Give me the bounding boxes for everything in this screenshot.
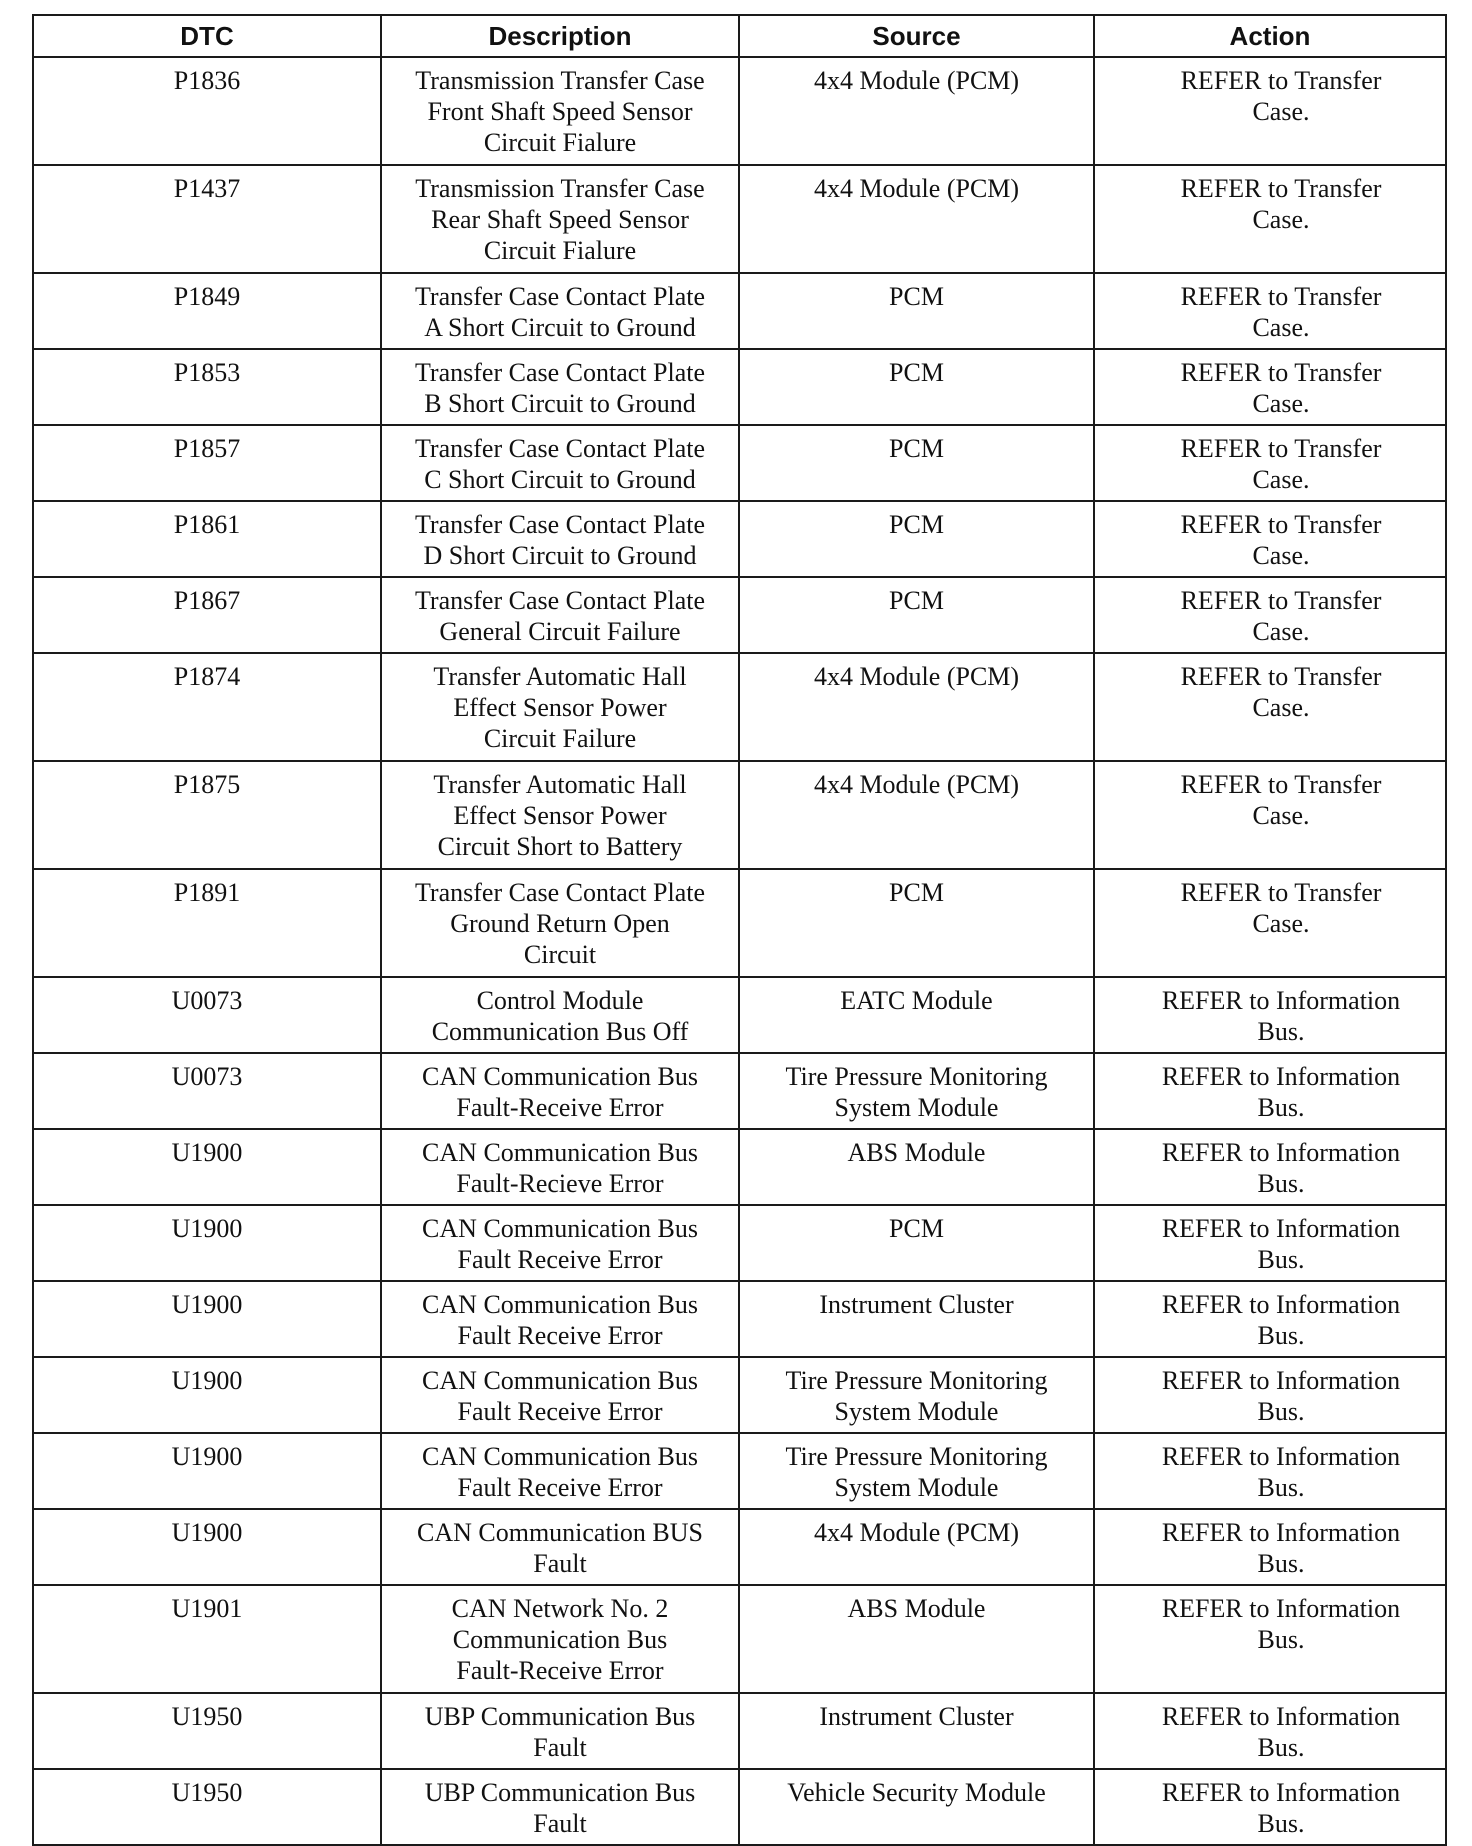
table-row: [33, 1281, 1446, 1357]
action-cell: [1094, 1693, 1446, 1769]
table-row: [33, 653, 1446, 761]
source-cell-text: 4x4 Module (PCM): [813, 662, 1020, 691]
source-cell-text: PCM: [889, 358, 944, 387]
source-cell: [739, 165, 1094, 273]
dtc-cell: [33, 1357, 381, 1433]
dtc-cell-text: P1836: [173, 66, 241, 95]
action-cell-text: REFER to Information Bus.: [1161, 1062, 1401, 1122]
source-cell-text: 4x4 Module (PCM): [813, 174, 1020, 203]
dtc-cell: [33, 501, 381, 577]
dtc-cell-text: P1861: [173, 510, 241, 539]
action-cell: [1094, 501, 1446, 577]
action-cell-text: REFER to Transfer Case.: [1180, 434, 1382, 494]
source-cell: [739, 349, 1094, 425]
table-row: [33, 869, 1446, 977]
action-cell: [1094, 977, 1446, 1053]
source-cell: [739, 1053, 1094, 1129]
dtc-cell-text: P1891: [173, 878, 241, 907]
description-cell-text: Transfer Case Contact Plate Ground Return Open Circuit: [414, 878, 706, 969]
source-cell: [739, 577, 1094, 653]
source-cell-text: ABS Module: [847, 1594, 986, 1623]
table-row: [33, 1509, 1446, 1585]
source-cell: [739, 1129, 1094, 1205]
source-cell: [739, 1357, 1094, 1433]
source-cell-text: PCM: [889, 878, 944, 907]
dtc-cell-text: P1849: [173, 282, 241, 311]
dtc-cell-text: U0073: [171, 1062, 243, 1091]
source-cell: [739, 425, 1094, 501]
action-cell: [1094, 57, 1446, 165]
source-cell-text: 4x4 Module (PCM): [813, 770, 1020, 799]
source-cell: [739, 1205, 1094, 1281]
description-cell: [381, 349, 739, 425]
header-source: Source: [739, 15, 1094, 57]
table-row: [33, 1433, 1446, 1509]
description-cell: [381, 57, 739, 165]
dtc-cell: [33, 1585, 381, 1693]
source-cell: [739, 501, 1094, 577]
description-cell-text: CAN Communication Bus Fault Receive Error: [422, 1214, 698, 1274]
source-cell-text: 4x4 Module (PCM): [813, 66, 1020, 95]
description-cell: [381, 425, 739, 501]
header-action: Action: [1094, 15, 1446, 57]
description-cell-text: Transmission Transfer Case Front Shaft Speed Sensor Circuit Fialure: [415, 66, 705, 157]
dtc-cell-text: P1437: [173, 174, 241, 203]
table-row: [33, 1585, 1446, 1693]
description-cell-text: Transfer Case Contact Plate D Short Circuit to Ground: [414, 510, 706, 570]
dtc-cell-text: P1867: [173, 586, 241, 615]
action-cell: [1094, 1433, 1446, 1509]
source-cell-text: Tire Pressure Monitoring System Module: [785, 1366, 1048, 1426]
dtc-cell-text: P1857: [173, 434, 241, 463]
description-cell: [381, 977, 739, 1053]
source-cell: [739, 761, 1094, 869]
dtc-cell: [33, 1433, 381, 1509]
source-cell-text: PCM: [889, 586, 944, 615]
table-row: [33, 1205, 1446, 1281]
header-row: [33, 15, 1446, 57]
action-cell-text: REFER to Information Bus.: [1161, 1290, 1401, 1350]
table-row: [33, 165, 1446, 273]
dtc-cell-text: U1950: [171, 1702, 243, 1731]
header-dtc: DTC: [33, 15, 381, 57]
dtc-cell-text: U1901: [171, 1594, 243, 1623]
description-cell: [381, 1129, 739, 1205]
action-cell-text: REFER to Information Bus.: [1161, 1778, 1401, 1838]
table-row: [33, 977, 1446, 1053]
action-cell: [1094, 1129, 1446, 1205]
table-body: [33, 57, 1446, 1845]
table-row: [33, 577, 1446, 653]
source-cell: [739, 1693, 1094, 1769]
action-cell: [1094, 1281, 1446, 1357]
description-cell-text: Transfer Case Contact Plate General Circuit Failure: [414, 586, 706, 646]
description-cell-text: Transfer Automatic Hall Effect Sensor Power Circuit Short to Battery: [433, 770, 687, 861]
dtc-cell: [33, 349, 381, 425]
action-cell-text: REFER to Information Bus.: [1161, 1214, 1401, 1274]
description-cell-text: CAN Communication Bus Fault-Receive Error: [422, 1062, 698, 1122]
action-cell: [1094, 165, 1446, 273]
dtc-cell: [33, 165, 381, 273]
source-cell-text: Instrument Cluster: [819, 1702, 1014, 1731]
dtc-cell-text: P1875: [173, 770, 241, 799]
dtc-cell: [33, 425, 381, 501]
source-cell-text: EATC Module: [840, 986, 993, 1015]
description-cell: [381, 1585, 739, 1693]
dtc-cell-text: P1853: [173, 358, 241, 387]
source-cell: [739, 653, 1094, 761]
dtc-cell: [33, 577, 381, 653]
action-cell-text: REFER to Transfer Case.: [1180, 66, 1382, 126]
description-cell: [381, 273, 739, 349]
source-cell-text: PCM: [889, 1214, 944, 1243]
description-cell-text: CAN Communication Bus Fault Receive Error: [422, 1366, 698, 1426]
table-row: [33, 1693, 1446, 1769]
action-cell-text: REFER to Information Bus.: [1161, 1366, 1401, 1426]
source-cell-text: 4x4 Module (PCM): [813, 1518, 1020, 1547]
source-cell: [739, 273, 1094, 349]
table-row: [33, 1129, 1446, 1205]
dtc-cell: [33, 1053, 381, 1129]
action-cell-text: REFER to Information Bus.: [1161, 1442, 1401, 1502]
action-cell: [1094, 1053, 1446, 1129]
description-cell-text: CAN Communication Bus Fault Receive Error: [422, 1290, 698, 1350]
table-row: [33, 1357, 1446, 1433]
dtc-cell: [33, 1129, 381, 1205]
description-cell-text: Control Module Communication Bus Off: [431, 986, 689, 1046]
table-header: [33, 15, 1446, 57]
dtc-cell-text: U1900: [171, 1518, 243, 1547]
action-cell: [1094, 1585, 1446, 1693]
dtc-cell-text: U1900: [171, 1442, 243, 1471]
dtc-cell: [33, 977, 381, 1053]
description-cell: [381, 653, 739, 761]
action-cell: [1094, 425, 1446, 501]
header-description: Description: [381, 15, 739, 57]
dtc-cell: [33, 57, 381, 165]
source-cell-text: Tire Pressure Monitoring System Module: [785, 1442, 1048, 1502]
action-cell: [1094, 869, 1446, 977]
description-cell-text: Transfer Case Contact Plate A Short Circuit to Ground: [414, 282, 706, 342]
dtc-cell: [33, 869, 381, 977]
action-cell: [1094, 1509, 1446, 1585]
action-cell-text: REFER to Transfer Case.: [1180, 174, 1382, 234]
table-row: [33, 273, 1446, 349]
description-cell: [381, 1205, 739, 1281]
description-cell-text: CAN Network No. 2 Communication Bus Fault-Receive Error: [451, 1594, 669, 1685]
source-cell: [739, 1281, 1094, 1357]
source-cell-text: PCM: [889, 434, 944, 463]
dtc-cell-text: U1950: [171, 1778, 243, 1807]
description-cell-text: Transfer Case Contact Plate C Short Circuit to Ground: [414, 434, 706, 494]
source-cell-text: Tire Pressure Monitoring System Module: [785, 1062, 1048, 1122]
description-cell: [381, 1281, 739, 1357]
dtc-table: [32, 14, 1447, 1846]
description-cell: [381, 1509, 739, 1585]
action-cell: [1094, 1357, 1446, 1433]
description-cell-text: CAN Communication BUS Fault: [416, 1518, 703, 1578]
action-cell: [1094, 761, 1446, 869]
dtc-cell-text: U1900: [171, 1138, 243, 1167]
table-row: [33, 425, 1446, 501]
description-cell-text: CAN Communication Bus Fault Receive Error: [422, 1442, 698, 1502]
action-cell-text: REFER to Transfer Case.: [1180, 358, 1382, 418]
action-cell-text: REFER to Transfer Case.: [1180, 282, 1382, 342]
description-cell-text: Transfer Case Contact Plate B Short Circuit to Ground: [414, 358, 706, 418]
source-cell: [739, 1585, 1094, 1693]
source-cell: [739, 977, 1094, 1053]
action-cell-text: REFER to Transfer Case.: [1180, 770, 1382, 830]
description-cell: [381, 501, 739, 577]
description-cell: [381, 165, 739, 273]
action-cell-text: REFER to Information Bus.: [1161, 986, 1401, 1046]
source-cell-text: Instrument Cluster: [819, 1290, 1014, 1319]
dtc-cell: [33, 1281, 381, 1357]
dtc-cell-text: U0073: [171, 986, 243, 1015]
source-cell: [739, 1509, 1094, 1585]
description-cell-text: CAN Communication Bus Fault-Recieve Error: [422, 1138, 698, 1198]
table-row: [33, 57, 1446, 165]
action-cell-text: REFER to Information Bus.: [1161, 1518, 1401, 1578]
description-cell-text: Transmission Transfer Case Rear Shaft Speed Sensor Circuit Fialure: [415, 174, 705, 265]
dtc-cell: [33, 1509, 381, 1585]
action-cell-text: REFER to Transfer Case.: [1180, 878, 1382, 938]
dtc-cell: [33, 273, 381, 349]
description-cell-text: UBP Communication Bus Fault: [424, 1702, 696, 1762]
source-cell: [739, 869, 1094, 977]
description-cell: [381, 1053, 739, 1129]
table-row: [33, 1053, 1446, 1129]
action-cell: [1094, 273, 1446, 349]
table-row: [33, 761, 1446, 869]
description-cell: [381, 1357, 739, 1433]
source-cell-text: Vehicle Security Module: [787, 1778, 1046, 1807]
dtc-cell-text: U1900: [171, 1290, 243, 1319]
description-cell: [381, 869, 739, 977]
table-row: [33, 501, 1446, 577]
description-cell: [381, 761, 739, 869]
source-cell-text: PCM: [889, 510, 944, 539]
table-row: [33, 349, 1446, 425]
source-cell-text: ABS Module: [847, 1138, 986, 1167]
dtc-cell-text: U1900: [171, 1366, 243, 1395]
action-cell-text: REFER to Information Bus.: [1161, 1702, 1401, 1762]
dtc-cell: [33, 1693, 381, 1769]
action-cell-text: REFER to Information Bus.: [1161, 1138, 1401, 1198]
description-cell-text: UBP Communication Bus Fault: [424, 1778, 696, 1838]
action-cell: [1094, 349, 1446, 425]
description-cell-text: Transfer Automatic Hall Effect Sensor Power Circuit Failure: [433, 662, 687, 753]
action-cell-text: REFER to Transfer Case.: [1180, 510, 1382, 570]
dtc-cell: [33, 1205, 381, 1281]
source-cell-text: PCM: [889, 282, 944, 311]
description-cell: [381, 1433, 739, 1509]
source-cell: [739, 57, 1094, 165]
dtc-cell: [33, 653, 381, 761]
source-cell: [739, 1433, 1094, 1509]
action-cell: [1094, 577, 1446, 653]
action-cell: [1094, 653, 1446, 761]
action-cell-text: REFER to Information Bus.: [1161, 1594, 1401, 1654]
description-cell: [381, 577, 739, 653]
action-cell-text: REFER to Transfer Case.: [1180, 586, 1382, 646]
description-cell: [381, 1693, 739, 1769]
dtc-cell-text: P1874: [173, 662, 241, 691]
action-cell: [1094, 1205, 1446, 1281]
action-cell-text: REFER to Transfer Case.: [1180, 662, 1382, 722]
dtc-cell: [33, 761, 381, 869]
dtc-cell-text: U1900: [171, 1214, 243, 1243]
